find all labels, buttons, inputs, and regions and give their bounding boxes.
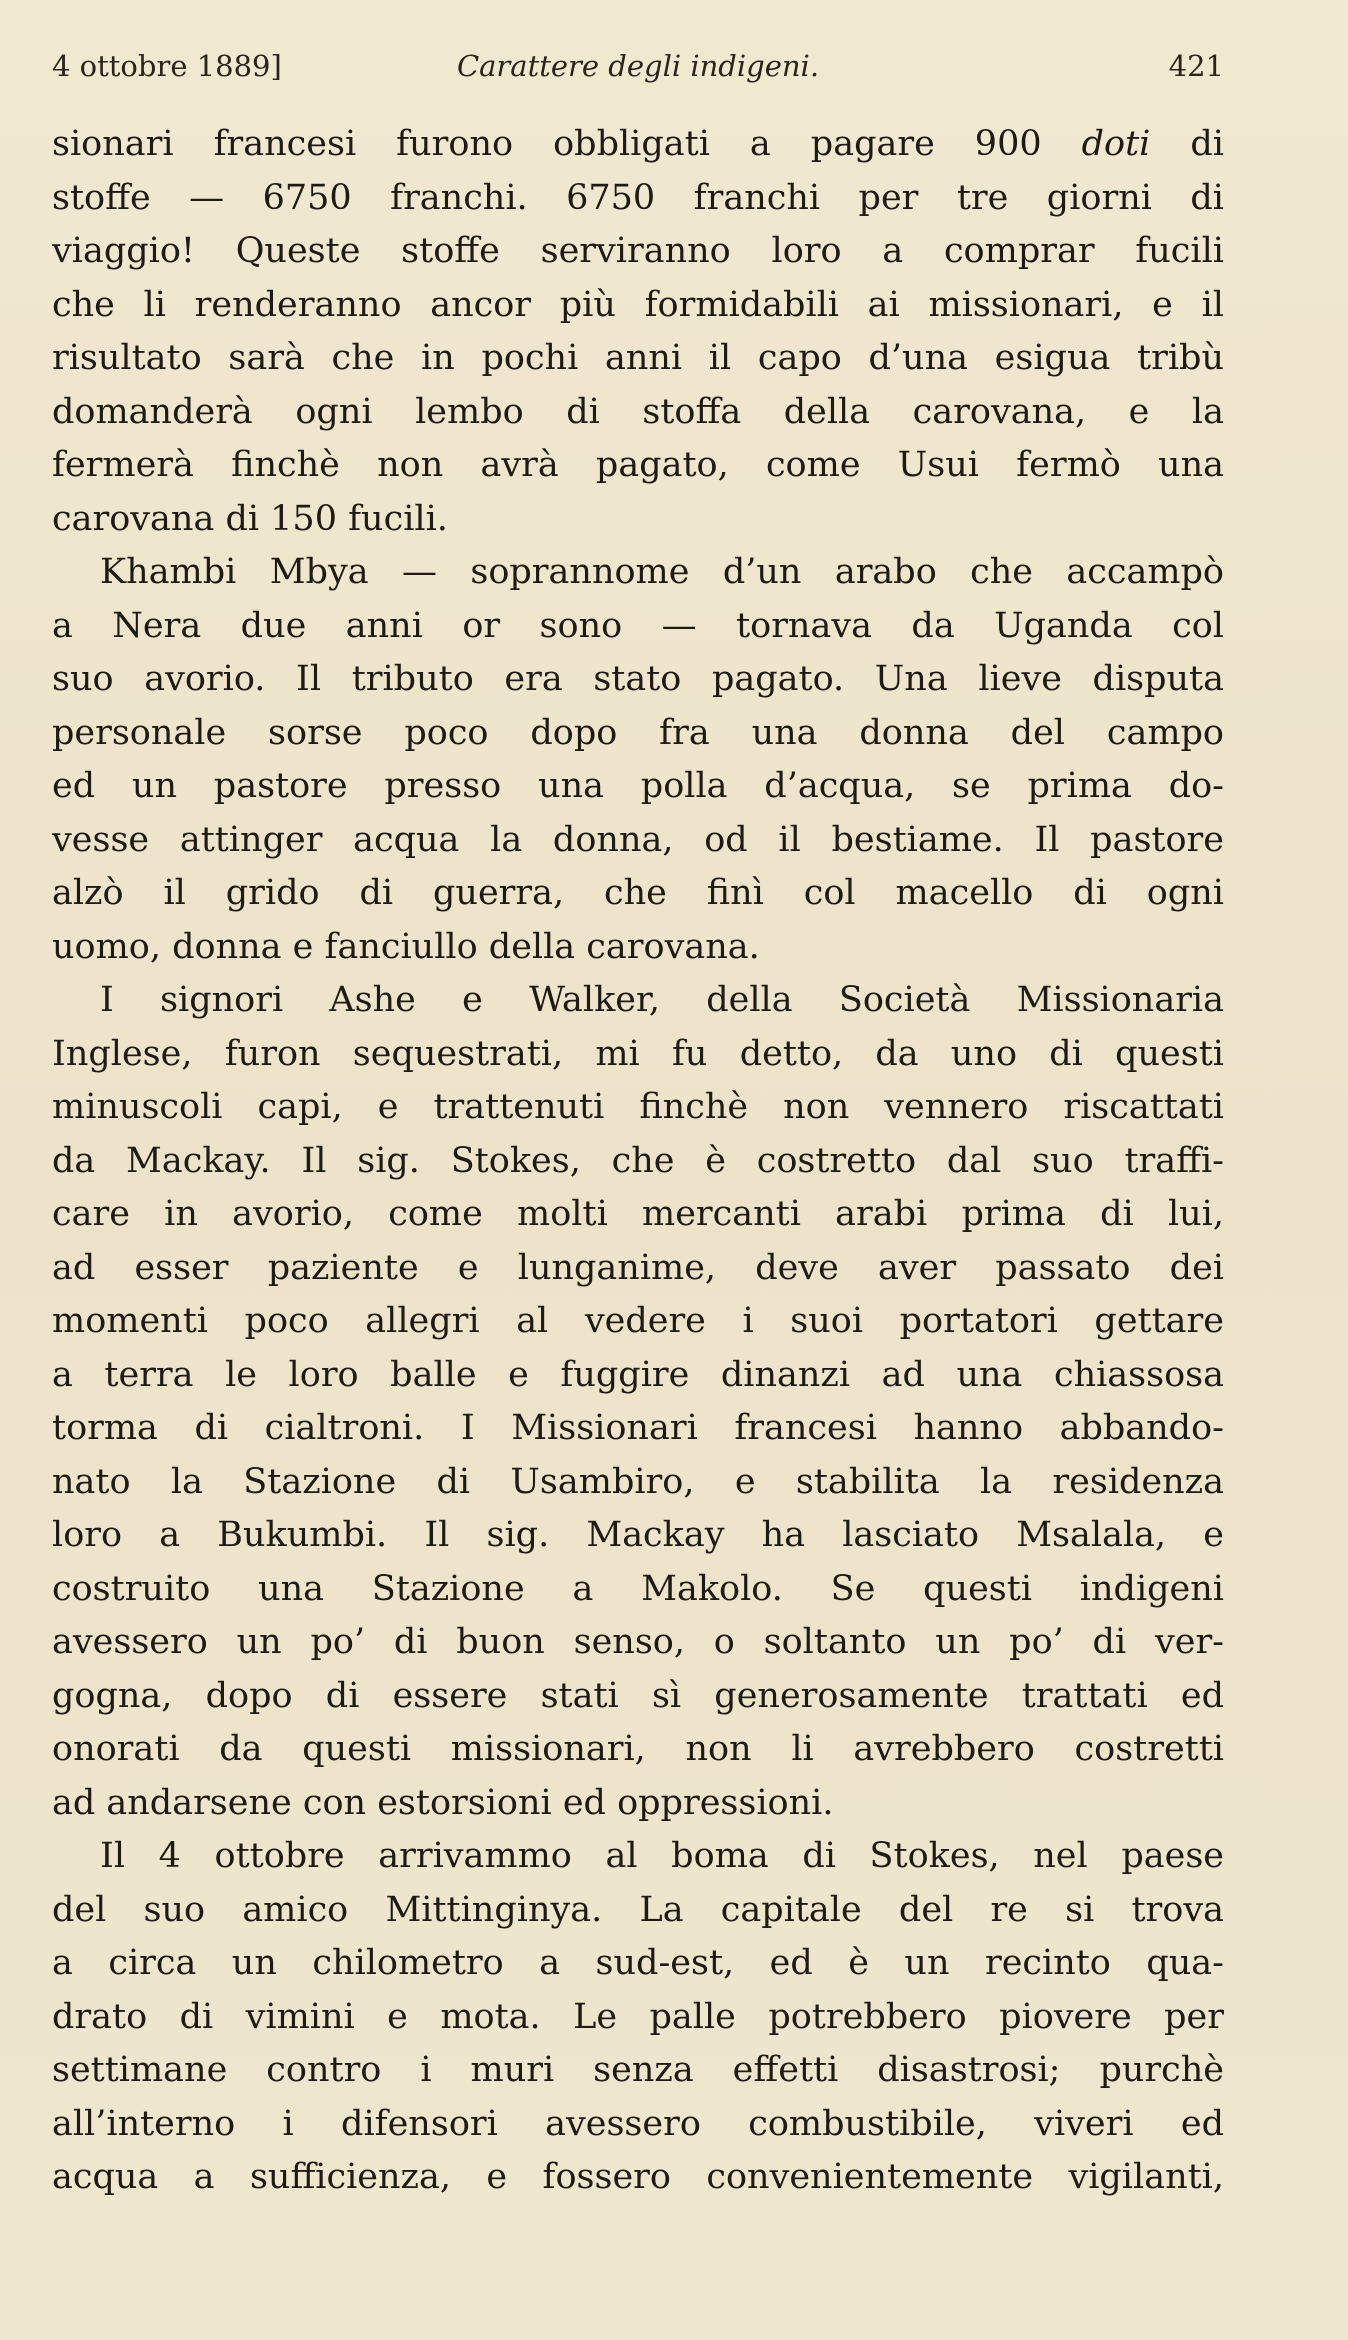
text-line: care in avorio, come molti mercanti arabi prima di lui,	[52, 1194, 1224, 1234]
text-line: settimane contro i muri senza effetti disastrosi; purchè	[52, 2050, 1224, 2090]
text-line: vesse attinger acqua la donna, od il bestiame. Il pastore	[52, 819, 1224, 860]
header-title: Carattere degli indigeni.	[456, 49, 820, 83]
page-number: 421	[1168, 49, 1224, 83]
text-line: alzò il grido di guerra, che finì col macello di ogni	[52, 873, 1224, 913]
text-line: ad andarsene con estorsioni ed oppressioni.	[52, 1782, 834, 1823]
text-line: minuscoli capi, e trattenuti finchè non vennero riscattati	[52, 1087, 1224, 1127]
running-head	[52, 46, 1224, 86]
text-line: suo avorio. Il tributo era stato pagato. Una lieve disputa	[52, 659, 1224, 699]
text-line: ad esser paziente e lunganime, deve aver passato dei	[52, 1247, 1224, 1288]
text-line: carovana di 150 fucili.	[52, 498, 448, 539]
text-line: ed un pastore presso una polla d’acqua, se prima do-	[52, 766, 1224, 806]
text-line: torma di cialtroni. I Missionari francesi hanno abbando-	[52, 1408, 1224, 1448]
text-line: avessero un po’ di buon senso, o soltanto un po’ di ver-	[52, 1622, 1224, 1662]
text-line: onorati da questi missionari, non li avrebbero costretti	[52, 1729, 1224, 1769]
text-line: acqua a sufficienza, e fossero convenientemente vigilanti,	[52, 2157, 1224, 2197]
text-line: drato di vimini e mota. Le palle potrebbero piovere per	[52, 1996, 1224, 2037]
text-line: domanderà ogni lembo di stoffa della carovana, e la	[52, 391, 1224, 432]
header-date: 4 ottobre 1889]	[52, 49, 282, 83]
text-line: a Nera due anni or sono — tornava da Uganda col	[52, 605, 1224, 646]
text-line: da Mackay. Il sig. Stokes, che è costretto dal suo traffi-	[52, 1140, 1224, 1181]
text-line: personale sorse poco dopo fra una donna del campo	[52, 712, 1224, 753]
text-line: stoffe — 6750 franchi. 6750 franchi per tre giorni di	[52, 177, 1224, 218]
text-line: Inglese, furon sequestrati, mi fu detto, da uno di questi	[52, 1033, 1224, 1074]
text-line: gogna, dopo di essere stati sì generosamente trattati ed	[52, 1675, 1224, 1716]
text-line: nato la Stazione di Usambiro, e stabilita la residenza	[52, 1461, 1224, 1502]
text-line: uomo, donna e fanciullo della carovana.	[52, 926, 760, 967]
text-line: che li renderanno ancor più formidabili ai missionari, e il	[52, 284, 1224, 325]
body-text	[52, 118, 1224, 2205]
text-line: costruito una Stazione a Makolo. Se questi indigeni	[52, 1568, 1224, 1609]
text-line: fermerà finchè non avrà pagato, come Usui fermò una	[52, 445, 1224, 485]
text-line: Il 4 ottobre arrivammo al boma di Stokes, nel paese	[100, 1836, 1224, 1876]
text-line: risultato sarà che in pochi anni il capo d’una esigua tribù	[52, 338, 1224, 378]
text-line: momenti poco allegri al vedere i suoi portatori gettare	[52, 1301, 1224, 1341]
text-line: all’interno i difensori avessero combustibile, viveri ed	[52, 2103, 1224, 2144]
text-line: a circa un chilometro a sud-est, ed è un recinto qua-	[52, 1943, 1224, 1983]
text-line: I signori Ashe e Walker, della Società Missionaria	[100, 980, 1224, 1020]
italic-word: doti	[1081, 124, 1151, 164]
text-line: a terra le loro balle e fuggire dinanzi ad una chiassosa	[52, 1354, 1224, 1395]
text-line: sionari francesi furono obbligati a pagare 900 doti di	[52, 124, 1224, 164]
text-line: del suo amico Mittinginya. La capitale del re si trova	[52, 1889, 1224, 1930]
text-line: Khambi Mbya — soprannome d’un arabo che accampò	[100, 552, 1224, 592]
text-line: loro a Bukumbi. Il sig. Mackay ha lasciato Msalala, e	[52, 1515, 1224, 1555]
text-line: viaggio! Queste stoffe serviranno loro a comprar fucili	[52, 231, 1224, 271]
